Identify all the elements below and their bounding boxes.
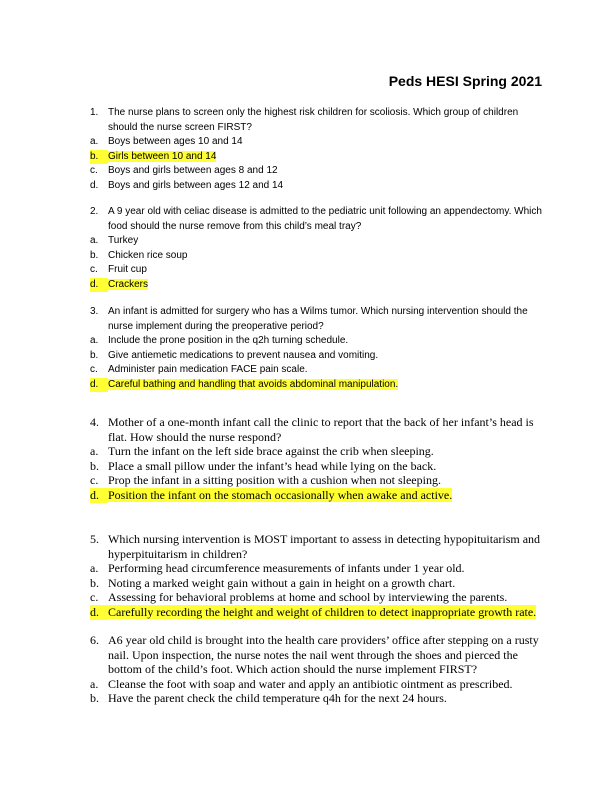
question-number: 6. <box>90 633 99 647</box>
question-text: A 9 year old with celiac disease is admitted to the pediatric unit following an appendectomy. Which food should the nurse remove from this child’s meal tray? <box>108 206 542 232</box>
question-3 <box>90 305 542 392</box>
option-text: Prop the infant in a sitting position with a cushion when not sleeping. <box>108 473 441 488</box>
answer-option <box>90 179 542 194</box>
option-letter: d. <box>90 179 99 191</box>
option-letter: b. <box>90 575 99 590</box>
question-text: A6 year old child is brought into the health care providers’ office after stepping on a rusty nail. Upon inspection, the nurse notes the nail went through the shoes and pierced the bottom of the child’s foot. Which action should the nurse implement FIRST? <box>108 633 539 677</box>
question-text: The nurse plans to screen only the highest risk children for scoliosis. Which group of children should the nurse screen FIRST? <box>108 107 519 133</box>
answer-option <box>90 561 542 576</box>
question-number: 2. <box>90 206 99 217</box>
option-letter: a. <box>90 136 99 147</box>
option-text: Noting a marked weight gain without a gain in height on a growth chart. <box>108 575 456 590</box>
option-text: Administer pain medication FACE pain scale. <box>108 364 308 375</box>
answer-option <box>90 444 542 459</box>
option-letter: d. <box>90 605 108 620</box>
answer-option <box>90 263 542 278</box>
option-letter: b. <box>90 150 108 165</box>
question-number: 5. <box>90 532 99 546</box>
question-number: 4. <box>90 415 99 429</box>
answer-option <box>90 164 542 179</box>
option-letter: d. <box>90 278 108 293</box>
question-2 <box>90 205 542 292</box>
answer-option <box>90 576 542 591</box>
option-text: Chicken rice soup <box>108 249 188 261</box>
question-number: 3. <box>90 306 99 317</box>
option-text: Position the infant on the stomach occasionally when awake and active. <box>108 487 453 502</box>
question-1 <box>90 106 542 193</box>
option-text: Boys and girls between ages 12 and 14 <box>108 179 284 191</box>
option-letter: c. <box>90 590 99 605</box>
answer-option-highlighted <box>90 150 542 165</box>
option-text: Boys between ages 10 and 14 <box>108 136 243 147</box>
question-text: An infant is admitted for surgery who has a Wilms tumor. Which nursing intervention should the nurse implement during the preoperative period? <box>108 306 528 332</box>
answer-option <box>90 234 542 249</box>
option-text: Performing head circumference measurements of infants under 1 year old. <box>108 561 465 576</box>
option-letter: a. <box>90 335 99 346</box>
option-letter: c. <box>90 364 98 375</box>
document-title: Peds HESI Spring 2021 <box>388 73 542 89</box>
answer-option <box>90 473 542 488</box>
answer-option-highlighted <box>90 488 542 503</box>
option-text: Carefully recording the height and weight of children to detect inappropriate growth rate. <box>108 604 537 619</box>
answer-option <box>90 459 542 474</box>
question-text: Which nursing intervention is MOST important to assess in detecting hypopituitarism and hyperpituitarism in children? <box>108 532 541 561</box>
answer-option <box>90 677 542 692</box>
option-letter: a. <box>90 561 99 576</box>
question-number: 1. <box>90 107 99 118</box>
option-text: Give antiemetic medications to prevent nausea and vomiting. <box>108 349 379 361</box>
question-5 <box>90 532 542 620</box>
answer-option-highlighted <box>90 278 542 293</box>
option-text: Have the parent check the child temperature q4h for the next 24 hours. <box>108 691 447 706</box>
option-letter: b. <box>90 458 99 473</box>
answer-option-highlighted <box>90 605 542 620</box>
answer-option-highlighted <box>90 378 542 393</box>
answer-option <box>90 135 542 150</box>
option-text: Fruit cup <box>108 264 147 275</box>
option-letter: b. <box>90 249 99 261</box>
option-text: Turkey <box>108 235 139 246</box>
answer-option <box>90 249 542 264</box>
question-4 <box>90 415 542 503</box>
answer-option <box>90 334 542 349</box>
option-text: Crackers <box>108 278 149 290</box>
option-letter: c. <box>90 165 98 176</box>
option-letter: c. <box>90 264 98 275</box>
option-text: Assessing for behavioral problems at home and school by interviewing the parents. <box>108 590 508 605</box>
option-letter: a. <box>90 676 99 691</box>
option-letter: a. <box>90 444 99 459</box>
option-letter: c. <box>90 473 99 488</box>
option-letter: d. <box>90 378 108 393</box>
answer-option <box>90 349 542 364</box>
option-letter: b. <box>90 349 99 361</box>
option-text: Girls between 10 and 14 <box>108 150 217 162</box>
option-text: Place a small pillow under the infant’s head while lying on the back. <box>108 458 437 473</box>
option-text: Careful bathing and handling that avoids abdominal manipulation. <box>108 378 399 390</box>
option-letter: d. <box>90 488 108 503</box>
option-text: Cleanse the foot with soap and water and apply an antibiotic ointment as prescribed. <box>108 676 513 691</box>
option-letter: a. <box>90 235 99 246</box>
option-letter: b. <box>90 691 99 706</box>
answer-option <box>90 691 542 706</box>
option-text: Include the prone position in the q2h turning schedule. <box>108 335 349 346</box>
option-text: Boys and girls between ages 8 and 12 <box>108 165 278 176</box>
answer-option <box>90 363 542 378</box>
question-text: Mother of a one-month infant call the clinic to report that the back of her infant’s head is flat. How should the nurse respond? <box>108 415 534 444</box>
answer-option <box>90 590 542 605</box>
question-6 <box>90 633 542 706</box>
option-text: Turn the infant on the left side brace against the crib when sleeping. <box>108 444 434 459</box>
